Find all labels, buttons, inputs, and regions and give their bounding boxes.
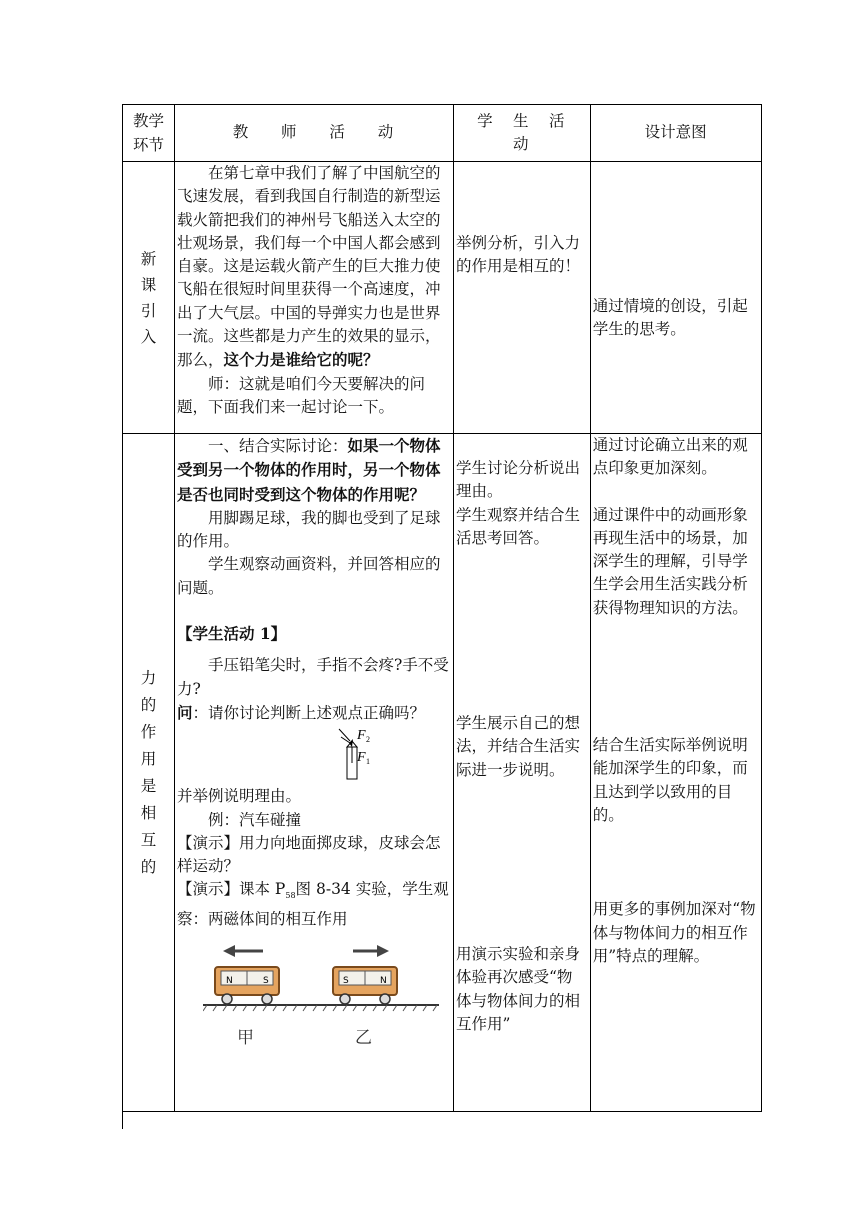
section-intro: 新课引入 xyxy=(123,162,175,434)
intent-intro-text: 通过情境的创设，引起学生的思考。 xyxy=(592,297,748,339)
cart-right-n: N xyxy=(380,976,387,987)
student-observe-text: 学生观察并结合生活思考回答。 xyxy=(455,505,580,547)
student-intro-cell xyxy=(453,162,590,434)
cart-label-yi: 乙 xyxy=(355,1028,372,1049)
intent-intro-cell xyxy=(590,162,761,434)
intent-example-text: 结合生活实际举例说明能加深学生的印象，而且达到学以致用的目的。 xyxy=(592,736,748,824)
intent-discussion-text: 通过讨论确立出来的观点印象更加深刻。 xyxy=(592,436,748,478)
demo-ball-text: 【演示】用力向地面掷皮球，皮球会怎样运动？ xyxy=(177,833,441,876)
student-mutual-cell xyxy=(453,434,590,1112)
teacher-animation-text: 学生观察动画资料，并回答相应的问题。 xyxy=(177,555,441,597)
header-intent: 设计意图 xyxy=(590,105,761,162)
teacher-intro-text: 在第七章中我们了解了中国航空的飞速发展，看到我国自行制造的新型运载火箭把我们的神州号飞船送入太空的壮观场景，我们每一个中国人都会感到自豪。这是运载火箭产生的巨大推力使飞船在很短时间里获得一个高速度，冲出了大气层。中国的导弹实力也是世界一流。这些都是力产生的效果的显示，那么，这个力是谁给它的呢？ xyxy=(177,164,441,370)
row-intro xyxy=(123,162,762,434)
intent-mutual-cell xyxy=(590,434,761,1112)
activity-title: 【学生活动 1】 xyxy=(177,624,287,644)
force-f1-label: F xyxy=(357,750,366,766)
intent-demo-text: 用更多的事例加深对“物体与物体间力的相互作用”特点的理解。 xyxy=(592,900,756,965)
header-row xyxy=(123,105,762,162)
example-text: 例：汽车碰撞 xyxy=(208,810,302,829)
cart-left xyxy=(215,967,279,1004)
cart-left-s: S xyxy=(263,976,269,987)
force-f1-sub: 1 xyxy=(366,757,370,767)
student-demo-text: 用演示实验和亲身体验再次感受“物体与物体间力的相互作用” xyxy=(455,945,580,1033)
cart-left-n: N xyxy=(226,976,233,987)
cart-label-jia: 甲 xyxy=(237,1028,254,1049)
header-student: 学 生 活 动 xyxy=(453,105,590,162)
teacher-discussion-question: 一、结合实际讨论：如果一个物体受到另一个物体的作用时，另一个物体是否也同时受到这个物体的作用呢？ xyxy=(177,436,441,504)
question-text: 问：请你讨论判断上述观点正确吗？ xyxy=(177,702,426,722)
force-f2-sub: 2 xyxy=(366,735,370,745)
cart-right xyxy=(333,967,397,1004)
row-mutual-force xyxy=(123,434,762,1112)
header-stage: 教学环节 xyxy=(123,105,175,162)
student-intro-text: 举例分析，引入力的作用是相互的！ xyxy=(455,234,580,276)
section-mutual-force: 力的作用是相互的 xyxy=(123,434,175,1112)
teacher-intro-cell xyxy=(175,162,454,434)
reason-text: 并举例说明理由。 xyxy=(177,787,302,806)
table-continuation-line xyxy=(122,1109,123,1129)
demo-magnet-text: 【演示】课本 $P_{58}$图 8-34 实验，学生观察：两磁体间的相互作用 xyxy=(177,880,449,928)
force-f2-label: F xyxy=(357,728,366,744)
header-teacher: 教 师 活 动 xyxy=(175,105,454,162)
teacher-football-text: 用脚踢足球，我的脚也受到了足球的作用。 xyxy=(177,508,441,551)
cart-right-s: S xyxy=(343,976,349,987)
pencil-text: 手压铅笔尖时，手指不会疼?手不受力? xyxy=(177,656,449,698)
teacher-intro-note: 师：这就是咱们今天要解决的问题，下面我们来一起讨论一下。 xyxy=(177,374,426,416)
intent-animation-text: 通过课件中的动画形象再现生活中的场景，加深学生的理解，引导学生学会用生活实践分析获得物理知识的方法。 xyxy=(592,505,748,617)
pencil-force-diagram xyxy=(337,727,377,783)
student-show-text: 学生展示自己的想法，并结合生活实际进一步说明。 xyxy=(455,714,580,779)
teacher-mutual-cell xyxy=(175,434,454,1112)
lesson-plan-table xyxy=(122,104,762,1112)
magnet-carts-diagram xyxy=(203,939,439,1049)
student-discuss-text: 学生讨论分析说出理由。 xyxy=(455,459,580,501)
